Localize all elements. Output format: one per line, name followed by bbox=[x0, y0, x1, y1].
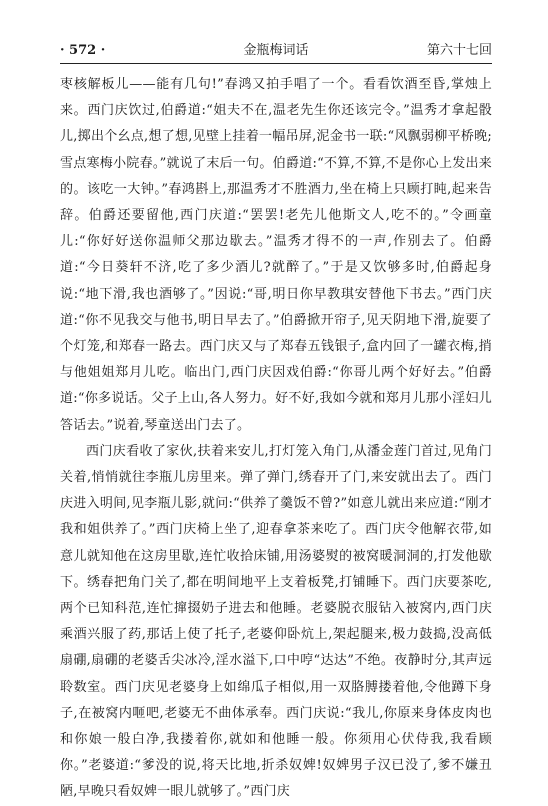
book-title: 金瓶梅词话 bbox=[243, 43, 309, 58]
header-rule bbox=[60, 63, 492, 64]
body-text bbox=[60, 72, 492, 806]
running-header bbox=[60, 40, 492, 62]
paragraph-continued: 枣核解板儿——能有几句!”春鸿又拍手唱了一个。看看饮酒至昏,掌烛上来。西门庆饮过,伯爵道:“姐夫不在,温老先生你还该完令。”温秀才拿起骰儿,掷出个幺点,想了想,见壁上挂着一幅吊屏,泥金书一联:“风飘弱柳平桥晚;雪点寒梅小院春。”就说了末后一句。伯爵道:“不算,不算,不是你心上发出来的。该吃一大钟。”春鸿斟上,那温秀才不胜酒力,坐在椅上只顾打盹,起来告辞。伯爵还要留他,西门庆道:“罢罢!老先儿他斯文人,吃不的。”令画童儿:“你好好送你温师父那边歇去。”温秀才得不的一声,作别去了。伯爵道:“今日葵轩不济,吃了多少酒儿?就醉了。”于是又饮够多时,伯爵起身说:“地下滑,我也酒够了。”因说:“哥,明日你早教琪安替他下书去。”西门庆道:“你不见我交与他书,明日早去了。”伯爵掀开帘子,见天阴地下滑,旋要了个灯笼,和郑春一路去。西门庆又与了郑春五钱银子,盒内回了一罐衣梅,捎与他姐姐郑月儿吃。临出门,西门庆因戏伯爵:“你哥儿两个好好去。”伯爵道:“你多说话。父子上山,各人努力。好不好,我如今就和郑月儿那小淫妇儿答话去。”说着,琴童送出门去了。 bbox=[60, 77, 492, 433]
paragraph: 西门庆看收了家伙,扶着来安儿,打灯笼入角门,从潘金莲门首过,见角门关着,悄悄就往李瓶儿房里来。弹了弹门,绣春开了门,来安就出去了。西门庆进入明间,见李瓶儿影,就问:“供养了羹饭不曾?”如意儿就出来应道:“刚才我和姐供养了。”西门庆椅上坐了,迎春拿茶来吃了。西门庆令他解衣带,如意儿就知他在这房里歇,连忙收拾床铺,用汤婆熨的被窝暖洞洞的,打发他歇下。绣春把角门关了,都在明间地平上支着板凳,打铺睡下。西门庆要茶吃,两个已知科范,连忙撺掇奶子进去和他睡。老婆脱衣服钻入被窝内,西门庆乘酒兴服了药,那话上使了托子,老婆仰卧炕上,架起腿来,极力鼓捣,没高低扇硼,扇硼的老婆舌尖冰冷,淫水溢下,口中哼“达达”不绝。夜静时分,其声远聆数室。西门庆见老婆身上如绵瓜子相似,用一双胳膊搂着他,令他蹲下身子,在被窝内咂吧,老婆无不曲体承奉。西门庆说:“我儿,你原来身体皮肉也和你娘一般白净,我搂着你,就如和他睡一般。你须用心伏侍我,我看顾你。”老婆道:“爹没的说,将天比地,折杀奴婢!奴婢男子汉已没了,爹不嫌丑陋,早晚只看奴婢一眼儿就够了。”西门庆 bbox=[60, 443, 492, 800]
page-number: · 572 · bbox=[60, 43, 106, 58]
chapter-title: 第六十七回 bbox=[426, 43, 492, 58]
